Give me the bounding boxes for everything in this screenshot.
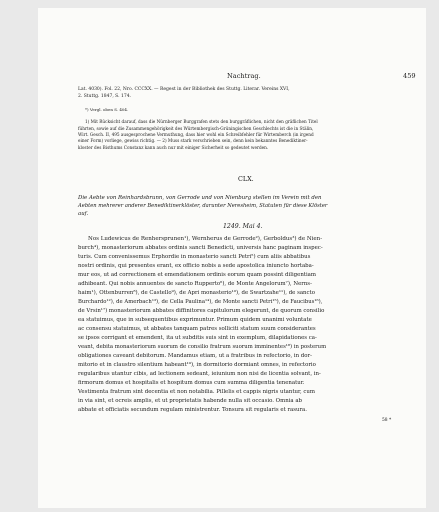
body-line: mur eos, ut ad correctionem et emendationem ordinis eorum quam possint diligentiam — [78, 272, 317, 278]
document-title-line: Die Aebte von Reinhardsbrunn, von Gerrode und von Nienburg stellen im Verein mit den — [78, 195, 322, 201]
body-line: ac consensu statuimus, ut abbates tanquam patres solliciti statum suum considerantes — [78, 326, 316, 332]
body-line: obligationes caveant debitorum. Mandamus etiam, ut a fratribus in refectorio, in dor- — [78, 353, 312, 359]
body-line: adhibeant. Qui nobis annuentes de sancto Rupperto⁶), de Monte Angelorum⁷), Nerns- — [78, 281, 312, 287]
body-line: haim¹), Ottenburren⁸), de Castello⁹), de Apri monasterio¹⁰), de Swartzahe¹¹), de sancto — [78, 290, 315, 296]
body-line: ea statuimus, que in subsequentibus exprimuntur. Primum quidem unanimi voluntate — [78, 317, 312, 323]
body-line: nostri ordinis, qui presentes erant, ex officio nobis a sede apostolica iniuncto hortaba- — [78, 263, 314, 269]
footnote-line: Wirt. Gesch. II, 495 ausgesprochene Vermuthung, dass hier wohl ein Schreibfehler für Wirtemberch (in irgend — [78, 132, 314, 137]
body-line: regularibus utantur cibis, ad lectionem sedeant, ieiunium non nisi de licentia solvant, in- — [78, 371, 321, 377]
footnote-line: einer Form) vorliege, gewiss richtig. — 2) Muss stark verschrieben sein, denn kein bekanntes Benediktiner- — [78, 138, 308, 143]
body-line: in via sint, et ocreis amplis, et ut proprietatis habende nulla sit occasio. Omnia ab — [78, 398, 302, 404]
body-line: Burchardo¹²), de Amerbach¹³), de Cella Paulina¹⁴), de Monte sancti Petri¹⁵), de Faucibus¹⁶), — [78, 299, 323, 305]
document-title-line: auf. — [78, 211, 89, 217]
body-line: turis. Cum convenissemus Erphordie in monasterio sancti Petri⁵) cum aliis abbatibus — [78, 254, 311, 260]
running-title: Nachtrag. — [227, 72, 261, 80]
page-number: 459 — [403, 72, 416, 80]
document-title-line: Aebten mehrerer anderer Benediktinerklöster, darunter Neresheim, Statuten für diese Klöster — [78, 203, 328, 209]
footnote-line: führten, sowie auf die Zusammengehörigkeit des Würtembergisch-Grüningischen Geschlechts ist die in Stälin, — [78, 126, 314, 131]
body-line: veant, debita monasteriorum suorum de consilio fratrum suorum imminentes¹⁸) in posterum — [78, 344, 327, 350]
signature-mark: 58 * — [382, 418, 392, 423]
footnote-line: kloster des Bisthums Constanz kann auch nur mit einiger Sicherheit so gedeutet werden. — [78, 145, 269, 150]
book-page — [38, 8, 426, 508]
footnote-line: 1) Mit Rücksicht darauf, dass die Nürnberger Burggrafen stets den burggräflichen, nicht den gräflichen Titel — [85, 119, 318, 124]
body-line: abbate et officiatis secundum regulam ministrentur. Tonsura sit regularis et rasura. — [78, 407, 307, 413]
top-note-line: 2. Stuttg. 1847, S. 174. — [78, 94, 131, 99]
body-line: se ipsos corrigant et emendent, ita ut subditis suis sint in exemplum, dilapidationes ca- — [78, 335, 317, 341]
body-line: de Vrsin¹⁷) monasteriorum abbates diffinitores capitulorum elegerunt, de quorum consilio — [78, 308, 325, 314]
top-note-line: Lat. 4030). Fol. 22, Nro. CCCXX. — Regest in der Bibliothek des Stuttg. Literar. Vereins XVI, — [78, 87, 290, 92]
body-line: Nos Ludewicus de Renhersprunen¹), Wernherus de Gerrode²), Gerboldus³) de Nien- — [88, 236, 323, 242]
body-line: burch⁴), monasteriorum abbates ordinis sancti Benedicti, universis hanc paginam inspec- — [78, 245, 323, 251]
body-line: Vestimenta fratrum sint decentia et non notabilia. Pillelis et cappis nigris utantur, cum — [78, 389, 315, 395]
body-line: mitorio et in claustro silentium habeant¹⁹), in dormitorio dormiant omnes, in refectorio — [78, 362, 316, 368]
document-date: 1249. Mai 4. — [223, 223, 263, 230]
document-number: CLX. — [238, 175, 254, 183]
top-note-line: *) Vergl. oben S. 404. — [85, 107, 129, 112]
body-line: firmorum domus et hospitalis et hospitum domus cum summa diligentia tenenatur. — [78, 380, 305, 386]
